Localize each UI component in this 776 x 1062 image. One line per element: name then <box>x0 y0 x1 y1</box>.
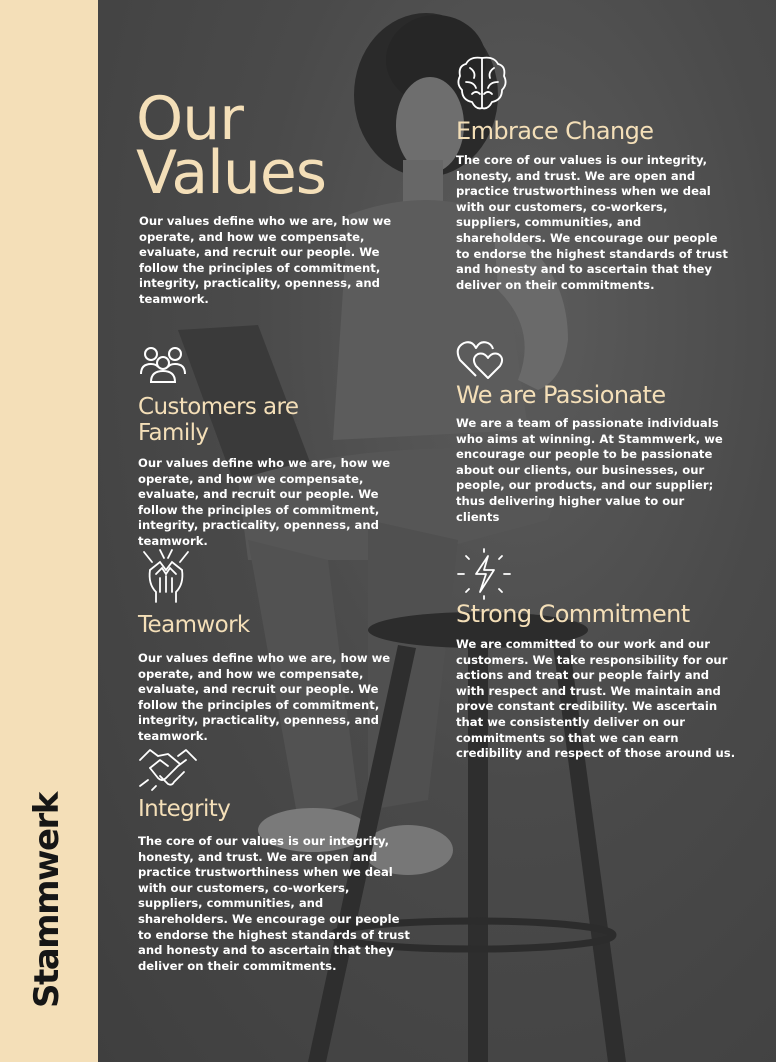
value-title: Teamwork <box>138 612 250 638</box>
brain-icon <box>456 54 508 112</box>
title-line-1: Our <box>136 84 243 154</box>
value-teamwork <box>138 548 416 745</box>
hands-together-icon <box>138 548 194 604</box>
intro-paragraph: Our values define who we are, how we operate, and how we compensate, evaluate, and recruit our people. We follow the principles of commitment, integrity, practicality, openness, and teamwork. <box>139 214 392 306</box>
value-description: We are committed to our work and our customers. We take responsibility for our actions and treat our people fairly and with respect and trust. We maintain and prove constant credibility. We ascertain that we consistently deliver on our commitments so that we can earn credibility and respect of those around us. <box>456 637 736 761</box>
value-title: Strong Commitment <box>456 600 690 628</box>
value-passionate <box>456 338 746 525</box>
value-description: The core of our values is our integrity, honesty, and trust. We are open and practice trustworthiness when we deal with our customers, co-workers, suppliers, communities, and shareholders. We encourage our people to endorse the highest standards of trust and honesty and to ascertain that they deliver on their commitments. <box>138 834 410 973</box>
title-line-2: Values <box>136 138 327 208</box>
value-customers <box>138 344 416 550</box>
value-title-line-2: Family <box>138 420 209 446</box>
lightning-bolt-icon <box>456 548 512 600</box>
brand-sidebar <box>0 0 98 1062</box>
page-title <box>136 84 327 208</box>
value-description: Our values define who we are, how we operate, and how we compensate, evaluate, and recruit our people. We follow the principles of commitment, integrity, practicality, openness, and teamwork. <box>138 651 391 743</box>
handshake-icon <box>138 746 198 792</box>
value-title: Integrity <box>138 796 231 822</box>
value-title <box>138 394 416 446</box>
value-description: Our values define who we are, how we operate, and how we compensate, evaluate, and recruit our people. We follow the principles of commitment, integrity, practicality, openness, and teamwork. <box>138 456 391 548</box>
brand-wordmark: Stammwerk <box>27 793 67 1008</box>
value-title-line-1: Customers are <box>138 394 299 420</box>
value-title: Embrace Change <box>456 117 654 145</box>
value-description: The core of our values is our integrity, honesty, and trust. We are open and practice trustworthiness when we deal with our customers, co-workers, suppliers, communities, and shareholders. We encourage our people to endorse the highest standards of trust and honesty and to ascertain that they deliver on their commitments. <box>456 153 728 292</box>
value-description: We are a team of passionate individuals who aims at winning. At Stammwerk, we encourage our people to be passionate about our clients, our businesses, our people, our products, and our supplier; thus delivering higher value to our clients <box>456 416 723 524</box>
value-title: We are Passionate <box>456 381 666 409</box>
hearts-icon <box>456 338 508 380</box>
value-embrace-change <box>456 54 746 293</box>
value-strong-commitment <box>456 548 756 762</box>
people-group-icon <box>138 344 194 384</box>
value-integrity <box>138 746 416 974</box>
